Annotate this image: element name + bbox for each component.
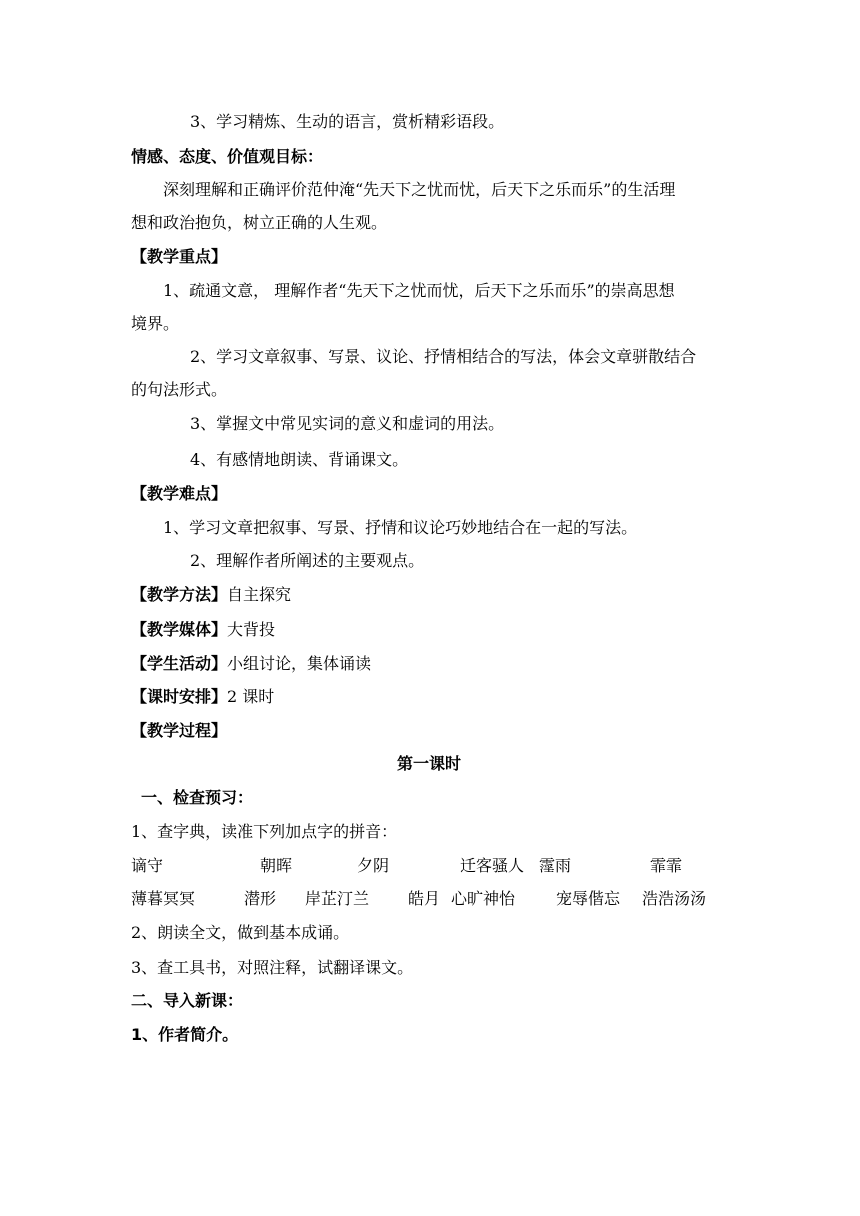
section-2-heading: 二、导入新课： xyxy=(131,991,244,1010)
activity-value: 小组讨论，集体诵读 xyxy=(227,654,372,673)
vocab-item: 浩浩汤汤 xyxy=(642,889,707,908)
key-point-1-line-2: 境界。 xyxy=(131,314,180,333)
difficulty-1: 1、学习文章把叙事、写景、抒情和议论巧妙地结合在一起的写法。 xyxy=(163,518,638,537)
key-point-1-line-1: 1、疏通文意， 理解作者“先天下之忧而忧，后天下之乐而乐”的崇高思想 xyxy=(163,281,675,300)
method-value: 自主探究 xyxy=(227,585,292,604)
vocab-item: 霏霏 xyxy=(650,856,683,875)
emotion-heading: 情感、态度、价值观目标： xyxy=(131,147,324,166)
section-2-item-1: 1、作者简介。 xyxy=(131,1025,239,1044)
vocab-item: 迁客骚人 xyxy=(460,856,525,875)
method-row xyxy=(131,585,291,605)
media-row xyxy=(131,620,275,640)
task-2: 2、朗读全文，做到基本成诵。 xyxy=(131,923,350,942)
schedule-row xyxy=(131,687,274,707)
vocab-item: 谪守 xyxy=(131,856,164,875)
vocab-item: 皓月 xyxy=(408,889,441,908)
difficulties-heading: 【教学难点】 xyxy=(131,484,228,503)
vocab-item: 心旷神怡 xyxy=(451,889,516,908)
activity-label: 【学生活动】 xyxy=(131,654,228,673)
key-point-3: 3、掌握文中常见实词的意义和虚词的用法。 xyxy=(190,414,505,433)
vocab-item: 朝晖 xyxy=(260,856,293,875)
vocab-item: 霪雨 xyxy=(539,856,572,875)
knowledge-item-3: 3、学习精炼、生动的语言，赏析精彩语段。 xyxy=(190,112,505,131)
vocab-item: 潜形 xyxy=(244,889,277,908)
key-point-2-line-1: 2、学习文章叙事、写景、议论、抒情相结合的写法，体会文章骈散结合 xyxy=(190,347,697,366)
emotion-text-line-2: 想和政治抱负，树立正确的人生观。 xyxy=(131,213,388,232)
key-point-4: 4、有感情地朗读、背诵课文。 xyxy=(190,450,409,469)
schedule-value: 2 课时 xyxy=(227,687,275,706)
key-point-2-line-2: 的句法形式。 xyxy=(131,380,228,399)
vocab-item: 岸芷汀兰 xyxy=(305,889,370,908)
task-1: 1、查字典，读准下列加点字的拼音： xyxy=(131,822,398,841)
difficulty-2: 2、理解作者所阐述的主要观点。 xyxy=(190,551,425,570)
vocab-item: 宠辱偕忘 xyxy=(556,889,621,908)
media-label: 【教学媒体】 xyxy=(131,620,228,639)
activity-row xyxy=(131,654,371,674)
vocab-item: 夕阴 xyxy=(357,856,390,875)
task-3: 3、查工具书，对照注释，试翻译课文。 xyxy=(131,958,414,977)
vocab-item: 薄暮冥冥 xyxy=(131,889,196,908)
method-label: 【教学方法】 xyxy=(131,585,228,604)
emotion-text-line-1: 深刻理解和正确评价范仲淹“先天下之忧而忧，后天下之乐而乐”的生活理 xyxy=(163,180,676,199)
media-value: 大背投 xyxy=(227,620,276,639)
section-1-heading: 一、检查预习： xyxy=(141,788,254,807)
schedule-label: 【课时安排】 xyxy=(131,687,228,706)
lesson-1-title: 第一课时 xyxy=(397,754,462,773)
key-points-heading: 【教学重点】 xyxy=(131,247,228,266)
process-heading: 【教学过程】 xyxy=(131,721,228,740)
